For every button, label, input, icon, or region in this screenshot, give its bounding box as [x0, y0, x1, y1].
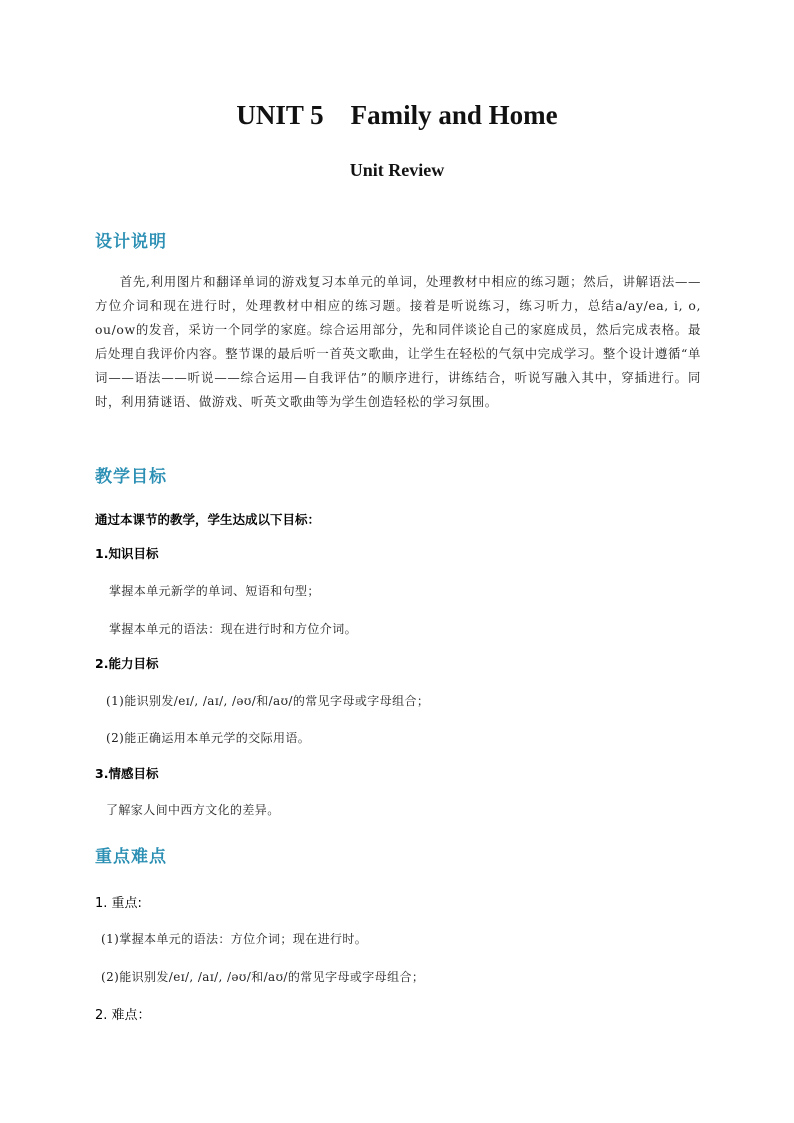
design-paragraph: 首先,利用图片和翻译单词的游戏复习本单元的单词，处理教材中相应的练习题；然后，讲解语法——方位介词和现在进行时，处理教材中相应的练习题。接着是听说练习，练习听力，总结a/ay/ea, i, o, ou/ow的发音，采访一个同学的家庭。综合运用部分，先和同伴谈论自己的家庭成员，然后完成表格。最后处理自我评价内容。整节课的最后听一首英文歌曲，让学生在轻松的气氛中完成学习。整个设计遵循“单词——语法——听说——综合运用—自我评估”的顺序进行，讲练结合，听说写融入其中，穿插进行。同时，利用猜谜语、做游戏、听英文歌曲等为学生创造轻松的学习氛围。	[95, 274, 701, 409]
focus-item-2: (2)能识别发/eɪ/, /aɪ/, /əʊ/和/aʊ/的常见字母或字母组合；	[101, 970, 425, 984]
section-heading-design: 设计说明	[95, 232, 167, 252]
ability-item-1: (1)能识别发/eɪ/, /aɪ/, /əʊ/和/aʊ/的常见字母或字母组合；	[106, 694, 430, 708]
knowledge-item-1: 掌握本单元新学的单词、短语和句型；	[109, 584, 320, 598]
focus-label: 1. 重点:	[95, 896, 142, 911]
ability-heading: 2.能力目标	[95, 656, 159, 671]
ability-item-2: (2)能正确运用本单元学的交际用语。	[106, 731, 311, 745]
goals-intro: 通过本课节的教学，学生达成以下目标：	[95, 512, 321, 527]
section-heading-key: 重点难点	[95, 847, 167, 867]
section-heading-goals: 教学目标	[95, 467, 167, 487]
knowledge-heading: 1.知识目标	[95, 546, 159, 561]
page-title: UNIT 5 Family and Home	[236, 100, 558, 130]
emotion-heading: 3.情感目标	[95, 766, 159, 781]
emotion-item-1: 了解家人间中西方文化的差异。	[106, 803, 280, 817]
difficulty-label: 2. 难点：	[95, 1008, 151, 1023]
page-subtitle: Unit Review	[349, 160, 445, 180]
knowledge-item-2: 掌握本单元的语法：现在进行时和方位介词。	[109, 622, 358, 636]
focus-item-1: (1)掌握本单元的语法：方位介词；现在进行时。	[101, 932, 368, 946]
